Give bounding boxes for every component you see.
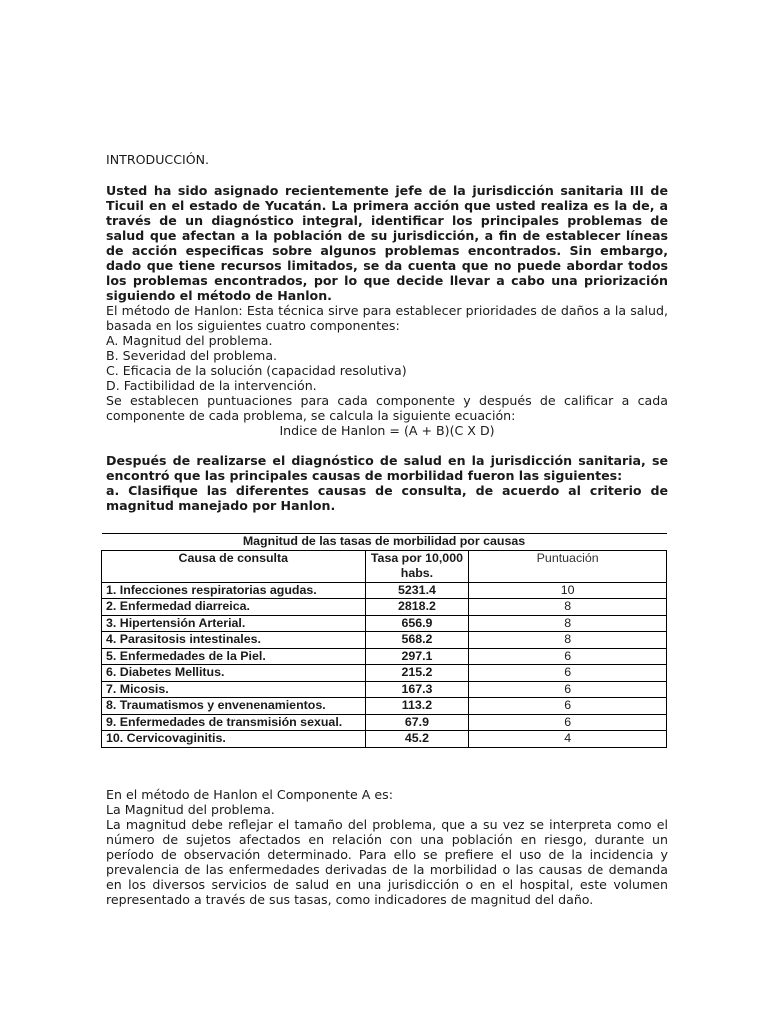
document-page <box>106 152 668 513</box>
table-row <box>102 681 667 698</box>
table-row <box>102 714 667 731</box>
table-row <box>102 582 667 599</box>
score-cell: 8 <box>469 599 667 616</box>
cause-cell: 9. Enfermedades de transmisión sexual. <box>102 714 366 731</box>
table-row <box>102 698 667 715</box>
score-cell: 8 <box>469 615 667 632</box>
rate-cell: 113.2 <box>365 698 469 715</box>
cause-cell: 4. Parasitosis intestinales. <box>102 632 366 649</box>
rate-cell: 215.2 <box>365 665 469 682</box>
cause-cell: 5. Enfermedades de la Piel. <box>102 648 366 665</box>
score-cell: 10 <box>469 582 667 599</box>
rate-cell: 45.2 <box>365 731 469 748</box>
hanlon-equation: Indice de Hanlon = (A + B)(C X D) <box>279 423 495 438</box>
component-item: A. Magnitud del problema. <box>106 333 273 348</box>
score-cell: 6 <box>469 714 667 731</box>
table-row <box>102 599 667 616</box>
magnitude-heading: La Magnitud del problema. <box>106 802 275 817</box>
table-row <box>102 615 667 632</box>
rate-cell: 5231.4 <box>365 582 469 599</box>
table-row <box>102 665 667 682</box>
table-caption: Magnitud de las tasas de morbilidad por causas <box>102 534 667 551</box>
magnitude-paragraph: La magnitud debe reflejar el tamaño del problema, que a su vez se interpreta como el número de sujetos afectados en relación con una población en riesgo, durante un período de observación determinado. Para ello se prefiere el uso de la incidencia y prevalencia de las enfermedades derivadas de la morbilidad o las causas de demanda en los diversos servicios de salud en una jurisdicción o en el hospital, este volumen representado a través de sus tasas, como indicadores de magnitud del daño. <box>106 817 668 907</box>
intro-heading: INTRODUCCIÓN. <box>106 152 210 167</box>
morbidity-table <box>101 533 667 748</box>
score-cell: 6 <box>469 681 667 698</box>
cause-cell: 6. Diabetes Mellitus. <box>102 665 366 682</box>
method-paragraph: El método de Hanlon: Esta técnica sirve para establecer prioridades de daños a la salud, basada en los siguientes cuatro componentes: <box>106 303 668 333</box>
cause-cell: 1. Infecciones respiratorias agudas. <box>102 582 366 599</box>
rate-cell: 2818.2 <box>365 599 469 616</box>
rate-cell: 167.3 <box>365 681 469 698</box>
table-row <box>102 632 667 649</box>
table-row <box>102 648 667 665</box>
rate-cell: 297.1 <box>365 648 469 665</box>
score-cell: 6 <box>469 698 667 715</box>
rate-cell: 67.9 <box>365 714 469 731</box>
rate-cell: 656.9 <box>365 615 469 632</box>
task-paragraph: a. Clasifique las diferentes causas de consulta, de acuerdo al criterio de magnitud manejado por Hanlon. <box>106 483 668 513</box>
score-cell: 6 <box>469 648 667 665</box>
components-list <box>106 333 668 393</box>
header-score: Puntuación <box>469 550 667 582</box>
score-cell: 6 <box>469 665 667 682</box>
cause-cell: 8. Traumatismos y envenenamientos. <box>102 698 366 715</box>
score-cell: 4 <box>469 731 667 748</box>
scoring-paragraph: Se establecen puntuaciones para cada componente y después de calificar a cada componente de cada problema, se calcula la siguiente ecuación: <box>106 393 668 423</box>
component-item: C. Eficacia de la solución (capacidad resolutiva) <box>106 363 407 378</box>
header-cause: Causa de consulta <box>102 550 366 582</box>
scenario-paragraph: Usted ha sido asignado recientemente jefe de la jurisdicción sanitaria III de Ticuil en el estado de Yucatán. La primera acción que usted realiza es la de, a través de un diagnóstico integral, identificar los principales problemas de salud que afectan a la población de su jurisdicción, a fin de establecer líneas de acción especificas sobre algunos problemas encontrados. Sin embargo, dado que tiene recursos limitados, se da cuenta que no puede abordar todos los problemas encontrados, por lo que decide llevar a cabo una priorización siguiendo el método de Hanlon. <box>106 183 668 303</box>
rate-cell: 568.2 <box>365 632 469 649</box>
table-row <box>102 731 667 748</box>
cause-cell: 7. Micosis. <box>102 681 366 698</box>
component-a-line: En el método de Hanlon el Componente A es: <box>106 787 393 802</box>
closing-section <box>106 787 668 907</box>
component-item: D. Factibilidad de la intervención. <box>106 378 317 393</box>
cause-cell: 10. Cervicovaginitis. <box>102 731 366 748</box>
cause-cell: 3. Hipertensión Arterial. <box>102 615 366 632</box>
header-rate: Tasa por 10,000 habs. <box>365 550 469 582</box>
component-item: B. Severidad del problema. <box>106 348 278 363</box>
cause-cell: 2. Enfermedad diarreica. <box>102 599 366 616</box>
score-cell: 8 <box>469 632 667 649</box>
diagnosis-paragraph: Después de realizarse el diagnóstico de salud en la jurisdicción sanitaria, se encontró que las principales causas de morbilidad fueron las siguientes: <box>106 453 668 483</box>
